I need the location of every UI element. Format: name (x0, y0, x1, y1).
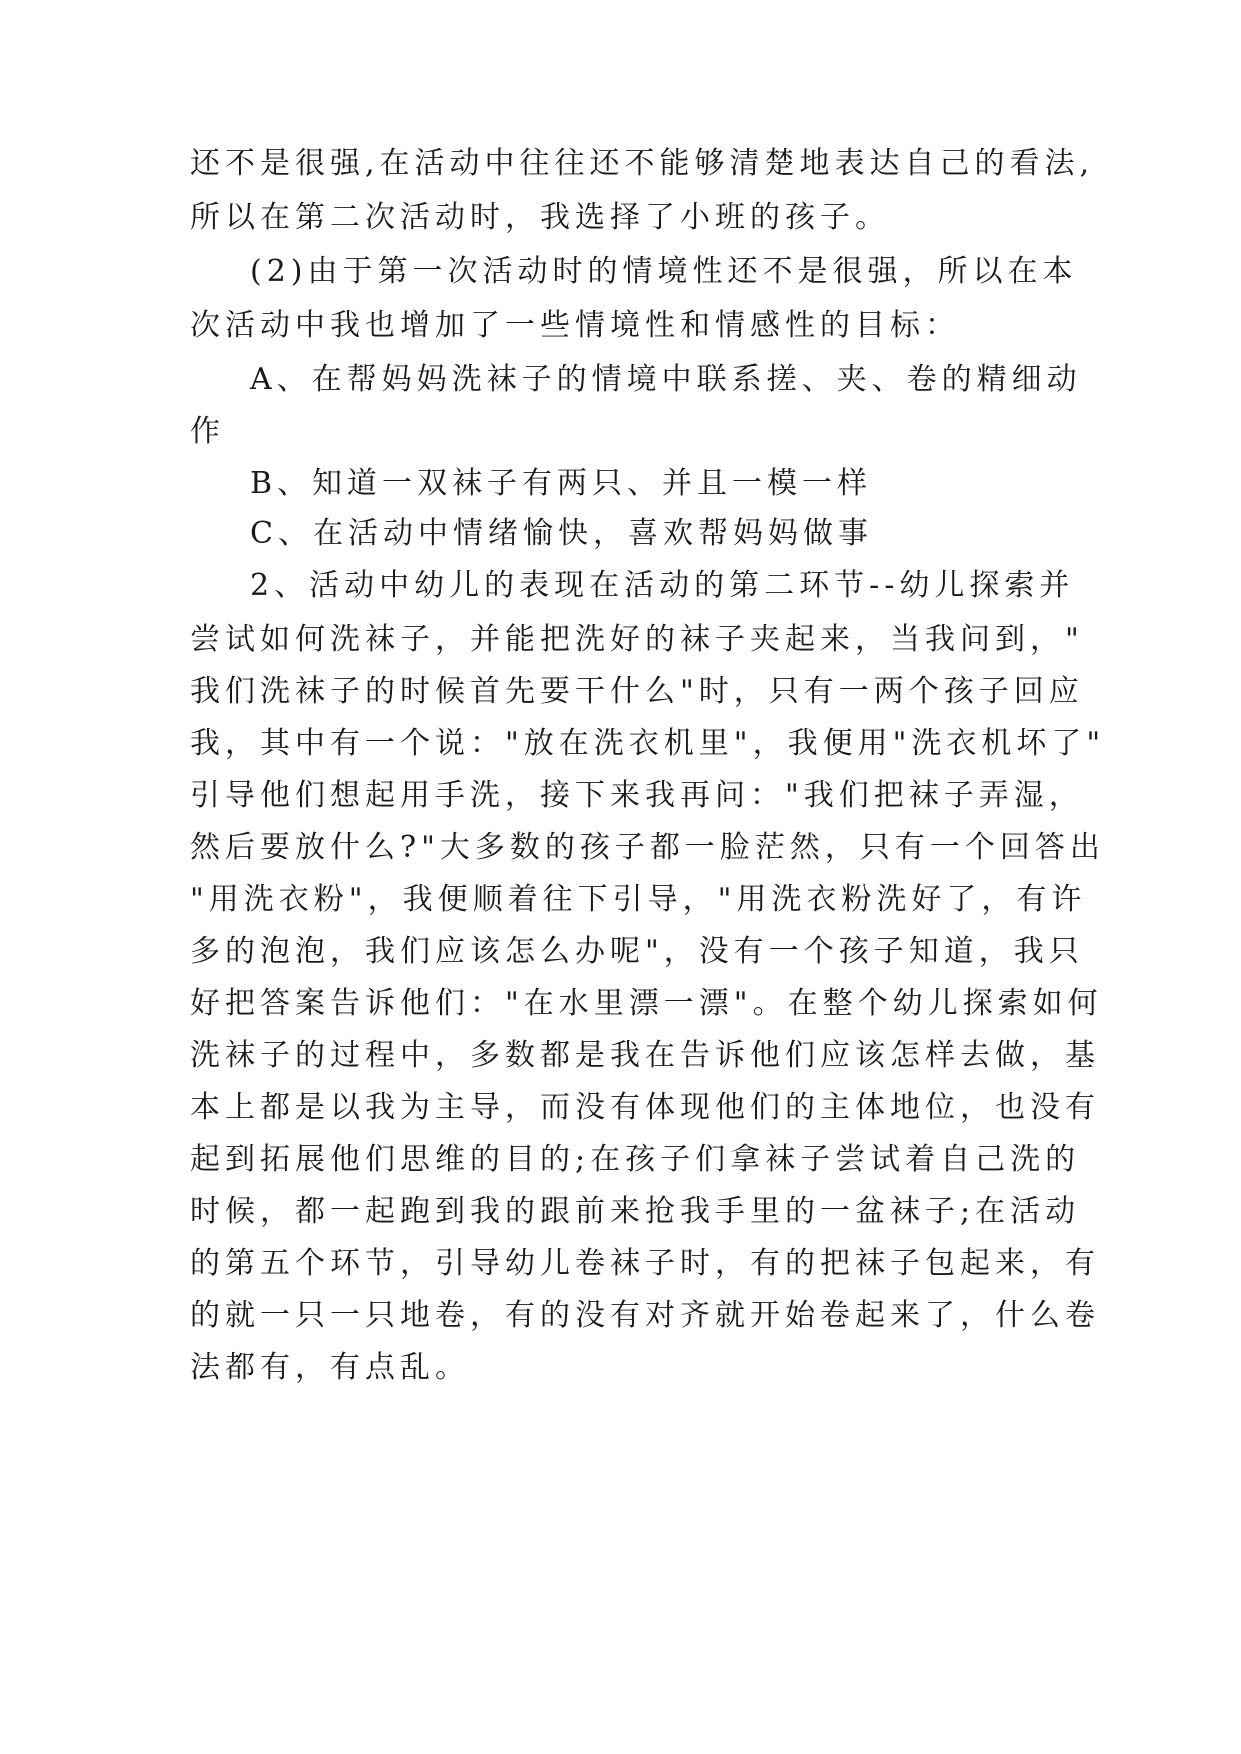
list-item-b: B、知道一双袜子有两只、并且一模一样 (250, 466, 873, 501)
text-line: 法都有，有点乱。 (190, 1350, 470, 1385)
text-line: 的第五个环节，引导幼儿卷袜子时，有的把袜子包起来，有 (190, 1246, 1100, 1281)
text-line: 引导他们想起用手洗，接下来我再问："我们把袜子弄湿， (190, 778, 1084, 813)
paragraph-start: (2)由于第一次活动时的情境性还不是很强，所以在本 (250, 254, 1078, 289)
text-line: 我们洗袜子的时候首先要干什么"时，只有一两个孩子回应 (190, 674, 1084, 709)
text-line: 还不是很强,在活动中往往还不能够清楚地表达自己的看法, (190, 146, 1095, 181)
text-line: 所以在第二次活动时，我选择了小班的孩子。 (190, 200, 890, 235)
text-line: 作 (190, 414, 225, 449)
text-line: 本上都是以我为主导，而没有体现他们的主体地位，也没有 (190, 1090, 1100, 1125)
text-line: "用洗衣粉"，我便顺着往下引导，"用洗衣粉洗好了，有许 (190, 882, 1087, 917)
text-line: 尝试如何洗袜子，并能把洗好的袜子夹起来，当我问到，" (190, 622, 1084, 657)
text-line: 时候，都一起跑到我的跟前来抢我手里的一盆袜子;在活动 (190, 1194, 1081, 1229)
text-line: 好把答案告诉他们："在水里漂一漂"。在整个幼儿探索如何 (190, 986, 1103, 1021)
text-line: 起到拓展他们思维的目的;在孩子们拿袜子尝试着自己洗的 (190, 1142, 1081, 1177)
text-line: 洗袜子的过程中，多数都是我在告诉他们应该怎样去做，基 (190, 1038, 1100, 1073)
text-line: 多的泡泡，我们应该怎么办呢"，没有一个孩子知道，我只 (190, 934, 1084, 969)
list-item-a: A、在帮妈妈洗袜子的情境中联系搓、夹、卷的精细动 (250, 362, 1082, 397)
list-item-c: C、在活动中情绪愉快，喜欢帮妈妈做事 (250, 516, 873, 551)
paragraph-start: 2、活动中幼儿的表现在活动的第二环节--幼儿探索并 (250, 568, 1075, 603)
text-line: 的就一只一只地卷，有的没有对齐就开始卷起来了，什么卷 (190, 1298, 1100, 1333)
text-line: 我，其中有一个说："放在洗衣机里"，我便用"洗衣机坏了" (190, 726, 1106, 761)
text-line: 次活动中我也增加了一些情境性和情感性的目标： (190, 308, 960, 343)
text-line: 然后要放什么?"大多数的孩子都一脸茫然，只有一个回答出 (190, 830, 1105, 865)
